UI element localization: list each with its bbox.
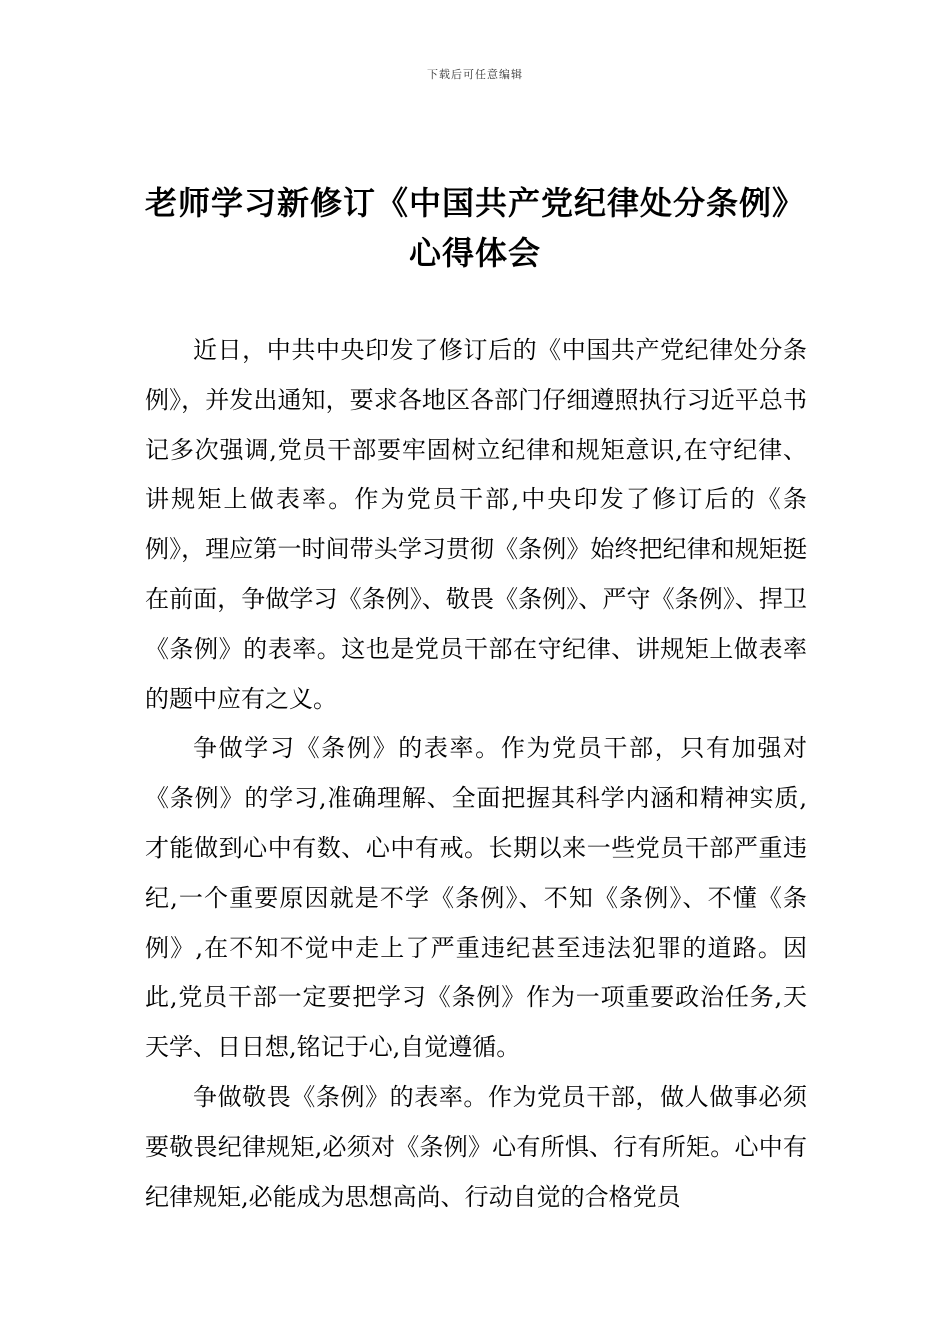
paragraph-2: 争做学习《条例》的表率。作为党员干部，只有加强对《条例》的学习,准确理解、全面把握其科学内涵和精神实质,才能做到心中有数、心中有戒。长期以来一些党员干部严重违纪,一个重要原因就是不学《条例》、不知《条例》、不懂《条例》,在不知不觉中走上了严重违纪甚至违法犯罪的道路。因此,党员干部一定要把学习《条例》作为一项重要政治任务,天天学、日日想,铭记于心,自觉遵循。 xyxy=(145,734,807,1062)
paragraph-1: 近日，中共中央印发了修订后的《中国共产党纪律处分条例》，并发出通知，要求各地区各部门仔细遵照执行习近平总书记多次强调,党员干部要牢固树立纪律和规矩意识,在守纪律、讲规矩上做表率。作为党员干部,中央印发了修订后的《条例》，理应第一时间带头学习贯彻《条例》始终把纪律和规矩挺在前面，争做学习《条例》、敬畏《条例》、严守《条例》、捍卫《条例》的表率。这也是党员干部在守纪律、讲规矩上做表率的题中应有之义。 xyxy=(145,336,807,713)
document-body xyxy=(145,326,807,1222)
header-note: 下载后可任意编辑 xyxy=(427,68,523,81)
document-title: 老师学习新修订《中国共产党纪律处分条例》心得体会 xyxy=(145,184,806,272)
paragraph-3: 争做敬畏《条例》的表率。作为党员干部，做人做事必须要敬畏纪律规矩,必须对《条例》心有所惧、行有所矩。心中有纪律规矩,必能成为思想高尚、行动自觉的合格党员 xyxy=(145,1082,807,1211)
